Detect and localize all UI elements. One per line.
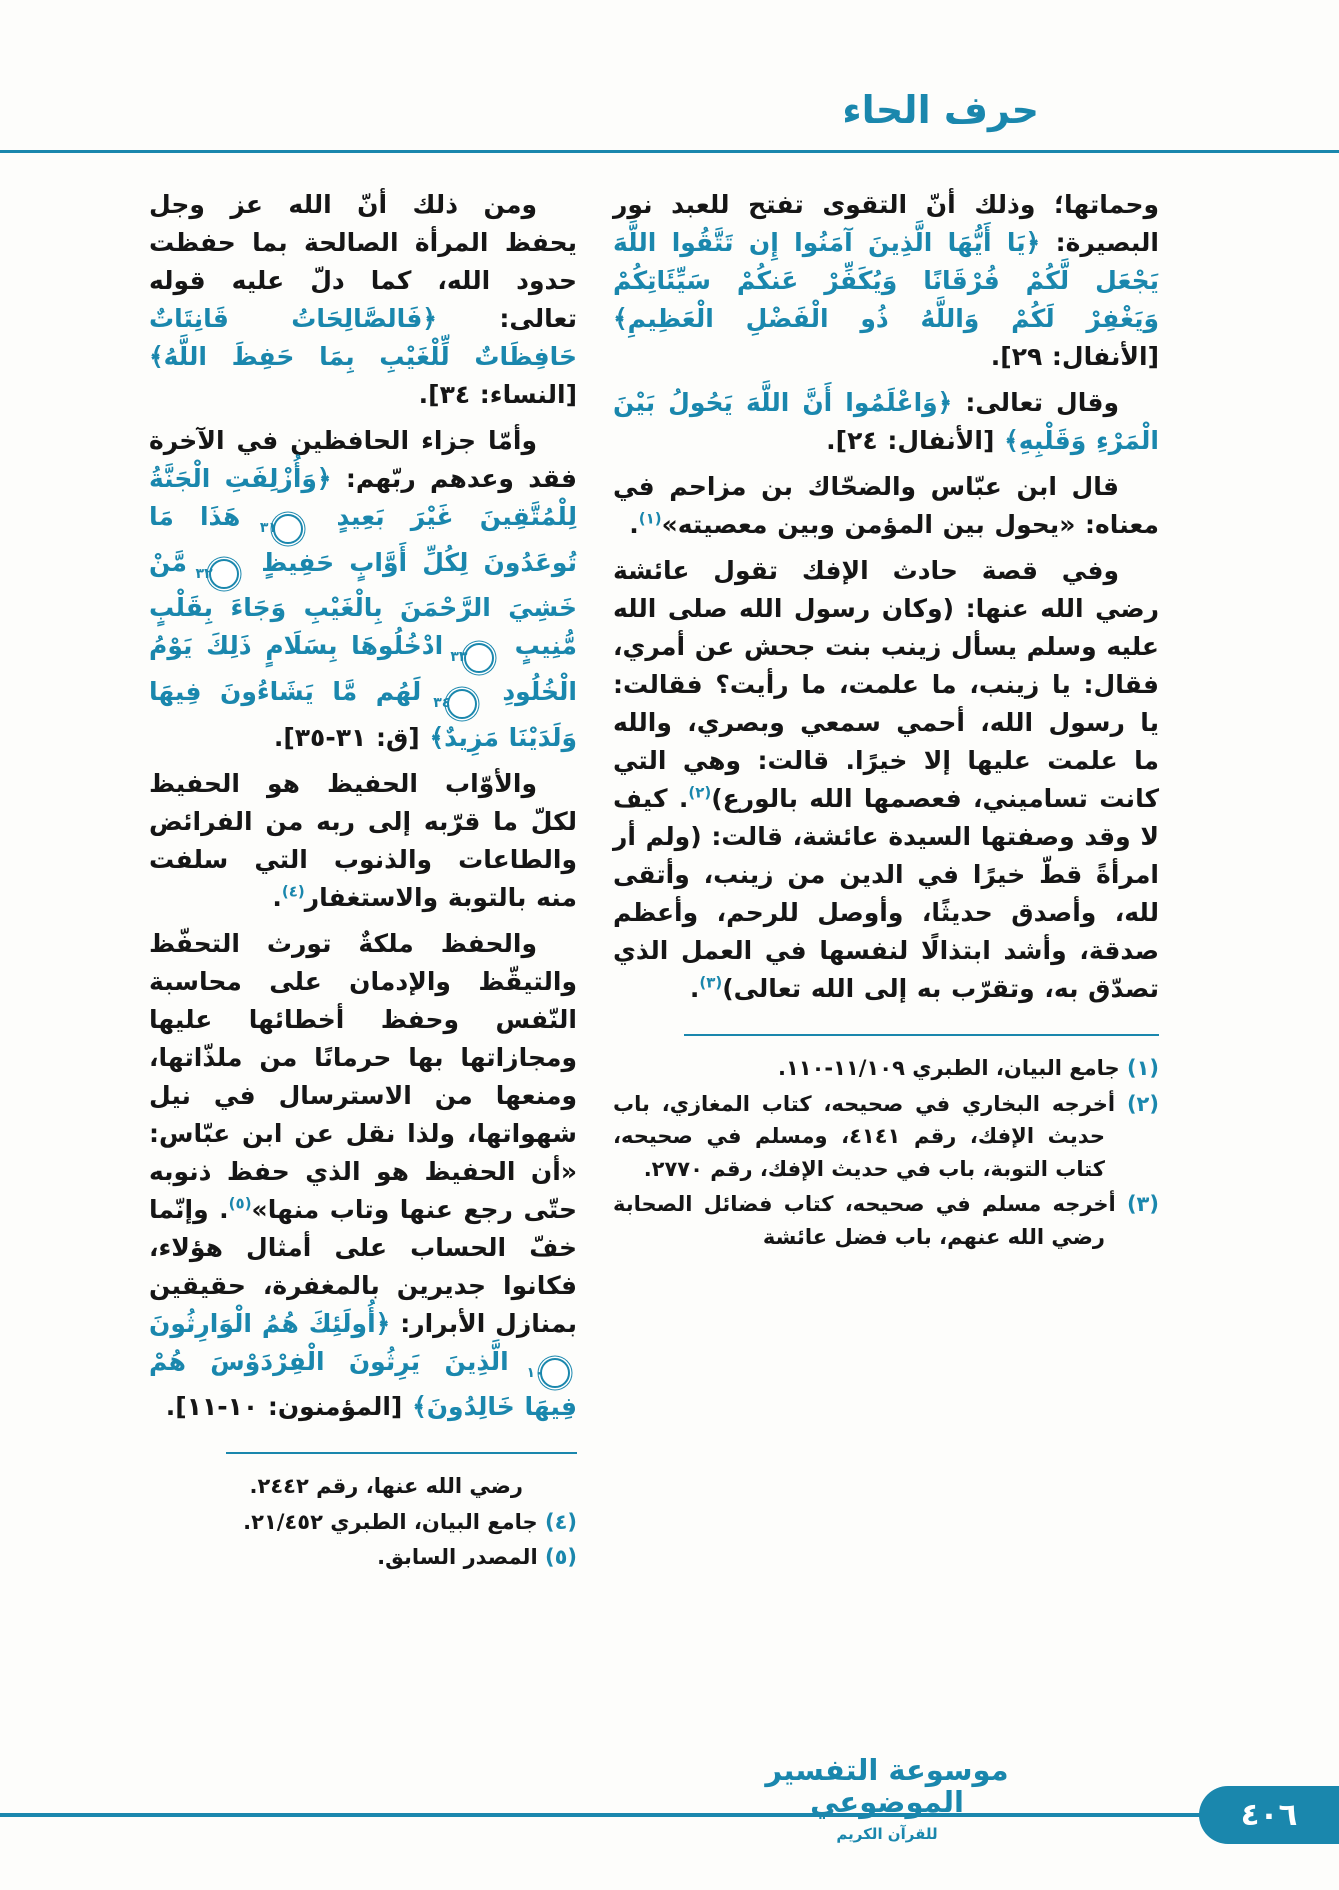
column-left-paragraphs (149, 186, 577, 1426)
footnote-marker: (٣) (699, 973, 723, 992)
verse-number: ١٠ (540, 1358, 570, 1388)
column-left (149, 186, 577, 1577)
body-text: والحفظ ملكةٌ تورث التحفّظ والتيقّظ والإدمان على محاسبة النّفس وحفظ أخطائها عليها ومجازاتها بها حرمانًا من ملذّاتها، ومنعها من الاسترسال في نيل شهواتها، ولذا نقل عن ابن عبّاس: «أن الحفيظ هو الذي حفظ ذنوبه حتّى رجع عنها وتاب منها» (149, 928, 577, 1224)
body-text: وحماتها؛ وذلك أنّ التقوى تفتح للعبد نور البصيرة: (613, 190, 1159, 257)
paragraph (149, 925, 577, 1427)
paragraph (613, 186, 1159, 376)
footnote-marker: (١) (638, 509, 662, 528)
page-number-badge (1199, 1786, 1339, 1844)
footnote-marker: (٤) (281, 882, 305, 901)
quran-verse: لَهُم مَّا يَشَاءُونَ فِيهَا وَلَدَيْنَا مَزِيدٌ﴾ (149, 676, 577, 752)
verse-number: ٣٤ (447, 689, 477, 719)
footnote (149, 1541, 577, 1574)
footnote (613, 1052, 1159, 1085)
header-rule (0, 150, 1339, 153)
body-text: . (272, 882, 282, 912)
page-number: ٤٠٦ (1240, 1797, 1298, 1833)
footer-rule (0, 1813, 1339, 1817)
body-text: . كيف لا وقد وصفتها السيدة عائشة، قالت: (ولم أر امرأةً قطّ خيرًا في الدين من زينب، وأتقى لله، وأصدق حديثًا، وأوصل للرحم، وأعظم صدقة، وأشد ابتذالًا لنفسها في العمل الذي تصدّق به، وتقرّب به إلى الله تعالى) (613, 784, 1159, 1003)
publisher-logo (759, 1754, 1015, 1843)
body-text: قال ابن عبّاس والضحّاك بن مزاحم في معناه: «يحول بين المؤمن وبين معصيته» (613, 472, 1159, 539)
page-body (149, 186, 1159, 1577)
footnote (149, 1506, 577, 1539)
verse-reference: [المؤمنون: ١٠-١١]. (165, 1392, 413, 1422)
paragraph (149, 186, 577, 414)
footnote-text: أخرجه مسلم في صحيحه، كتاب فضائل الصحابة رضي الله عنهم، باب فضل عائشة (613, 1192, 1116, 1249)
verse-number: ٣٢ (209, 559, 239, 589)
verse-number: ٣١ (273, 514, 303, 544)
footnote-text: أخرجه البخاري في صحيحه، كتاب المغازي، باب حديث الإفك، رقم ٤١٤١، ومسلم في صحيحه، كتاب التوبة، باب في حديث الإفك، رقم ٢٧٧٠. (613, 1091, 1116, 1181)
footnote-number: (٣) (1115, 1192, 1159, 1217)
footnote-text: جامع البيان، الطبري ٢١/٤٥٢. (243, 1509, 538, 1534)
column-left-footnotes (149, 1470, 577, 1574)
body-text: وأمّا جزاء الحافظين في الآخرة فقد وعدهم ربّهم: (149, 426, 577, 493)
footnote-separator-left (226, 1452, 577, 1454)
footnote-number: (١) (1119, 1056, 1159, 1080)
footnote (613, 1188, 1159, 1253)
verse-reference: [الأنفال: ٢٩]. (990, 342, 1159, 371)
footnote-text: رضي الله عنها، رقم ٢٤٤٢. (249, 1474, 523, 1499)
column-right-footnotes (613, 1052, 1159, 1253)
paragraph (149, 765, 577, 917)
footnote-number: (٢) (1115, 1091, 1159, 1116)
verse-reference: [النساء: ٣٤]. (418, 380, 577, 409)
paragraph (613, 384, 1159, 460)
quran-verse: ﴿وَاعْلَمُوا أَنَّ اللَّهَ يَحُولُ بَيْنَ الْمَرْءِ وَقَلْبِهِ﴾ (613, 388, 1159, 455)
paragraph (613, 552, 1159, 1008)
column-right (613, 186, 1159, 1256)
body-text: . وإنّما خفّ الحساب على أمثال هؤلاء، فكانوا جديرين بالمغفرة، حقيقين بمنازل الأبرار: (149, 1194, 577, 1338)
quran-verse: ﴿يَا أَيُّهَا الَّذِينَ آمَنُوا إِن تَتَّقُوا اللَّهَ يَجْعَل لَّكُمْ فُرْقَانًا وَيُكَفِّرْ عَنكُمْ سَيِّئَاتِكُمْ وَيَغْفِرْ لَكُمْ وَاللَّهُ ذُو الْفَضْلِ الْعَظِيمِ﴾ (613, 228, 1159, 333)
body-text: وقال تعالى: (952, 388, 1119, 417)
footnote-separator-right (684, 1034, 1159, 1036)
body-text: . (629, 510, 639, 539)
chapter-title: حرف الحاء (842, 88, 1039, 132)
quran-verse: ادْخُلُوهَا بِسَلَامٍ ذَلِكَ يَوْمُ الْخُلُودِ (149, 631, 578, 706)
quran-verse: ﴿أُولَئِكَ هُمُ الْوَارِثُونَ (149, 1308, 391, 1338)
body-text: والأوّاب الحفيظ هو الحفيظ لكلّ ما قرّبه إلى ربه من الفرائض والطاعات والذنوب التي سلفت منه بالتوبة والاستغفار (149, 768, 577, 912)
footnote-number: (٥) (537, 1545, 577, 1570)
body-text: وفي قصة حادث الإفك تقول عائشة رضي الله عنها: (وكان رسول الله صلى الله عليه وسلم يسأل زينب بنت جحش عن أمري، فقال: يا زينب، ما علمت، ما رأيت؟ فقالت: يا رسول الله، أحمي سمعي وبصري، والله ما علمت عليها إلا خيرًا. قالت: وهي التي كانت تساميني، فعصمها الله بالورع) (613, 556, 1159, 813)
verse-reference: [الأنفال: ٢٤]. (826, 426, 1005, 455)
publisher-logo-subtitle: للقرآن الكريم (836, 1824, 938, 1843)
paragraph (149, 422, 577, 757)
footnote (149, 1470, 577, 1503)
footnote-text: المصدر السابق. (377, 1545, 538, 1570)
quran-verse: هَذَا مَا تُوعَدُونَ لِكُلِّ أَوَّابٍ حَفِيظٍ (149, 502, 577, 577)
quran-verse: الَّذِينَ يَرِثُونَ الْفِرْدَوْسَ هُمْ فِيهَا خَالِدُونَ﴾ (149, 1346, 577, 1422)
publisher-logo-title: موسوعة التفسير الموضوعي (765, 1753, 1009, 1820)
quran-verse: ﴿وَأُزْلِفَتِ الْجَنَّةُ لِلْمُتَّقِينَ غَيْرَ بَعِيدٍ (149, 464, 577, 531)
verse-number: ٣٣ (464, 643, 494, 673)
quran-verse: ﴿فَالصَّالِحَاتُ قَانِتَاتٌ حَافِظَاتٌ لِّلْغَيْبِ بِمَا حَفِظَ اللَّهُ﴾ (149, 304, 577, 371)
footnote-number: (٤) (537, 1509, 577, 1534)
verse-reference: [ق: ٣١-٣٥]. (273, 722, 430, 752)
footnote-marker: (٥) (228, 1194, 252, 1213)
quran-verse: مَّنْ خَشِيَ الرَّحْمَنَ بِالْغَيْبِ وَجَاءَ بِقَلْبٍ مُّنِيبٍ (149, 547, 577, 661)
footnote-text: جامع البيان، الطبري ١١/١٠٩-١١٠. (777, 1056, 1120, 1080)
paragraph (613, 468, 1159, 544)
body-text: . (689, 974, 700, 1003)
body-text: ومن ذلك أنّ الله عز وجل يحفظ المرأة الصالحة بما حفظت حدود الله، كما دلّ عليه قوله تعالى: (149, 190, 577, 333)
footnote (613, 1088, 1159, 1186)
column-right-paragraphs (613, 186, 1159, 1008)
footnote-marker: (٢) (688, 783, 712, 802)
